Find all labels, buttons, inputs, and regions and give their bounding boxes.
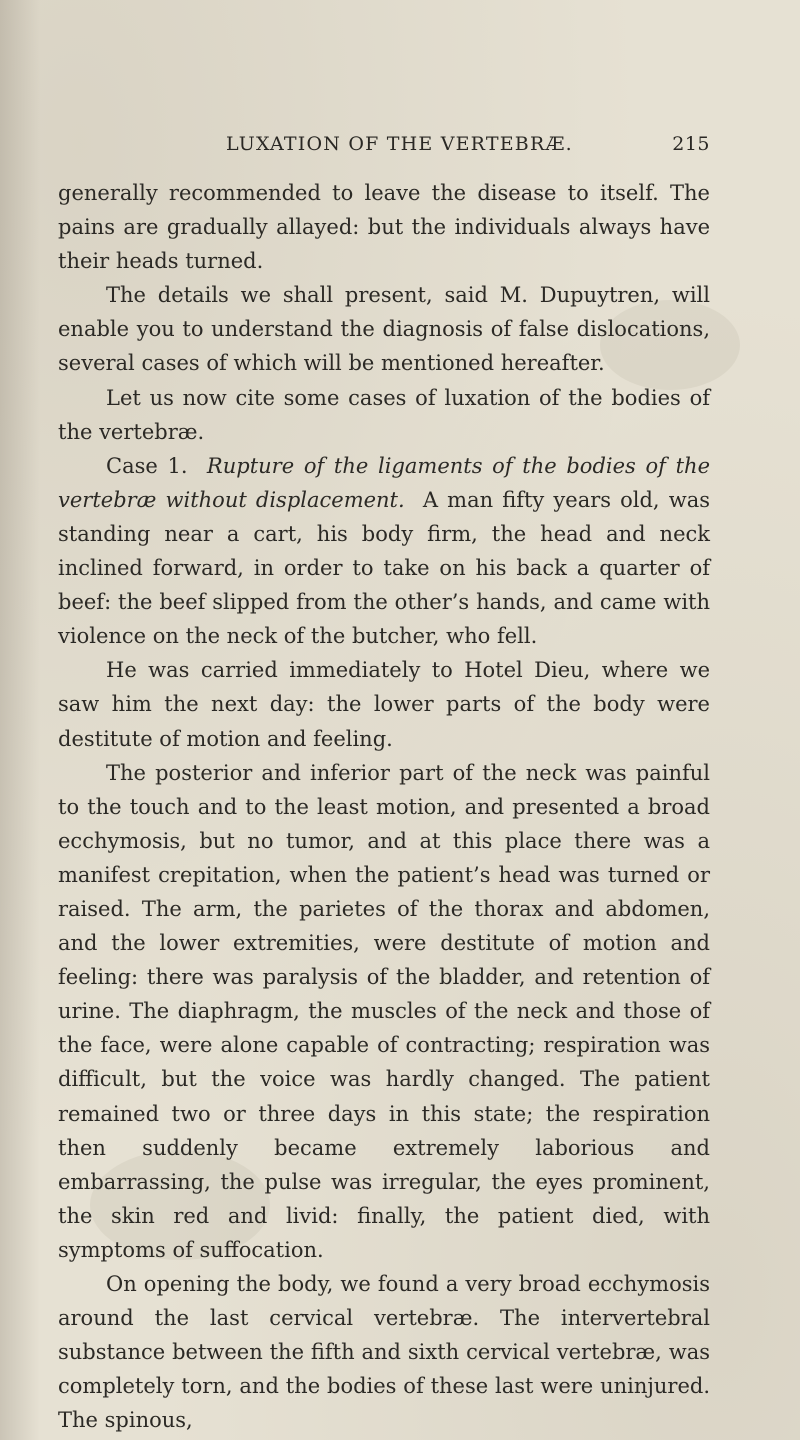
page-shadow bbox=[0, 0, 40, 1440]
paragraph-continued: generally recommended to leave the disease to itself. The pains are gradually allayed: but the individuals always have their heads turned. bbox=[58, 181, 710, 274]
body-text bbox=[58, 176, 710, 1437]
paragraph: Let us now cite some cases of luxation of the bodies of the vertebræ. bbox=[58, 385, 710, 444]
running-title: LUXATION OF THE VERTEBRÆ. bbox=[226, 133, 573, 155]
paragraph: He was carried immediately to Hotel Dieu, where we saw him the next day: the lower parts of the body were destitute of motion and feeling. bbox=[58, 658, 710, 751]
paragraph: The posterior and inferior part of the neck was painful to the touch and to the least motion, and presented a broad ecchymosis, but no tumor, and at this place there was a manifest crepitation, when the patient’s head was turned or raised. The arm, the parietes of the thorax and abdomen, and the lower extremities, were destitute of motion and feeling: there was paralysis of the bladder, and retention of urine. The diaphragm, the muscles of the neck and those of the face, were alone capable of contracting; respiration was difficult, but the voice was hardly changed. The patient remained two or three days in this state; the respiration then suddenly became extremely laborious and embarrassing, the pulse was irregular, the eyes prominent, the skin red and livid: finally, the patient died, with symptoms of suffocation. bbox=[58, 760, 710, 1262]
case-text: A man fifty years old, was standing near a cart, his body firm, the head and neck inclined forward, in order to take on his back a quarter of beef: the beef slipped from the other’s hands, and came with violence on the neck of the butcher, who fell. bbox=[58, 487, 710, 649]
case-title: Rupture of the ligaments of the bodies of the vertebræ without displacement. bbox=[58, 453, 710, 512]
case-label: Case 1. bbox=[106, 453, 188, 478]
case-paragraph bbox=[58, 449, 710, 654]
paragraph: On opening the body, we found a very broad ecchymosis around the last cervical vertebræ. The intervertebral substance between the fifth and sixth cervical vertebræ, was completely torn, and the bodies of these last were uninjured. The spinous, bbox=[58, 1272, 710, 1433]
page-number: 215 bbox=[672, 133, 710, 155]
paragraph: The details we shall present, said M. Dupuytren, will enable you to understand the diagnosis of false dislocations, several cases of which will be mentioned hereafter. bbox=[58, 283, 710, 376]
running-header bbox=[226, 133, 710, 159]
